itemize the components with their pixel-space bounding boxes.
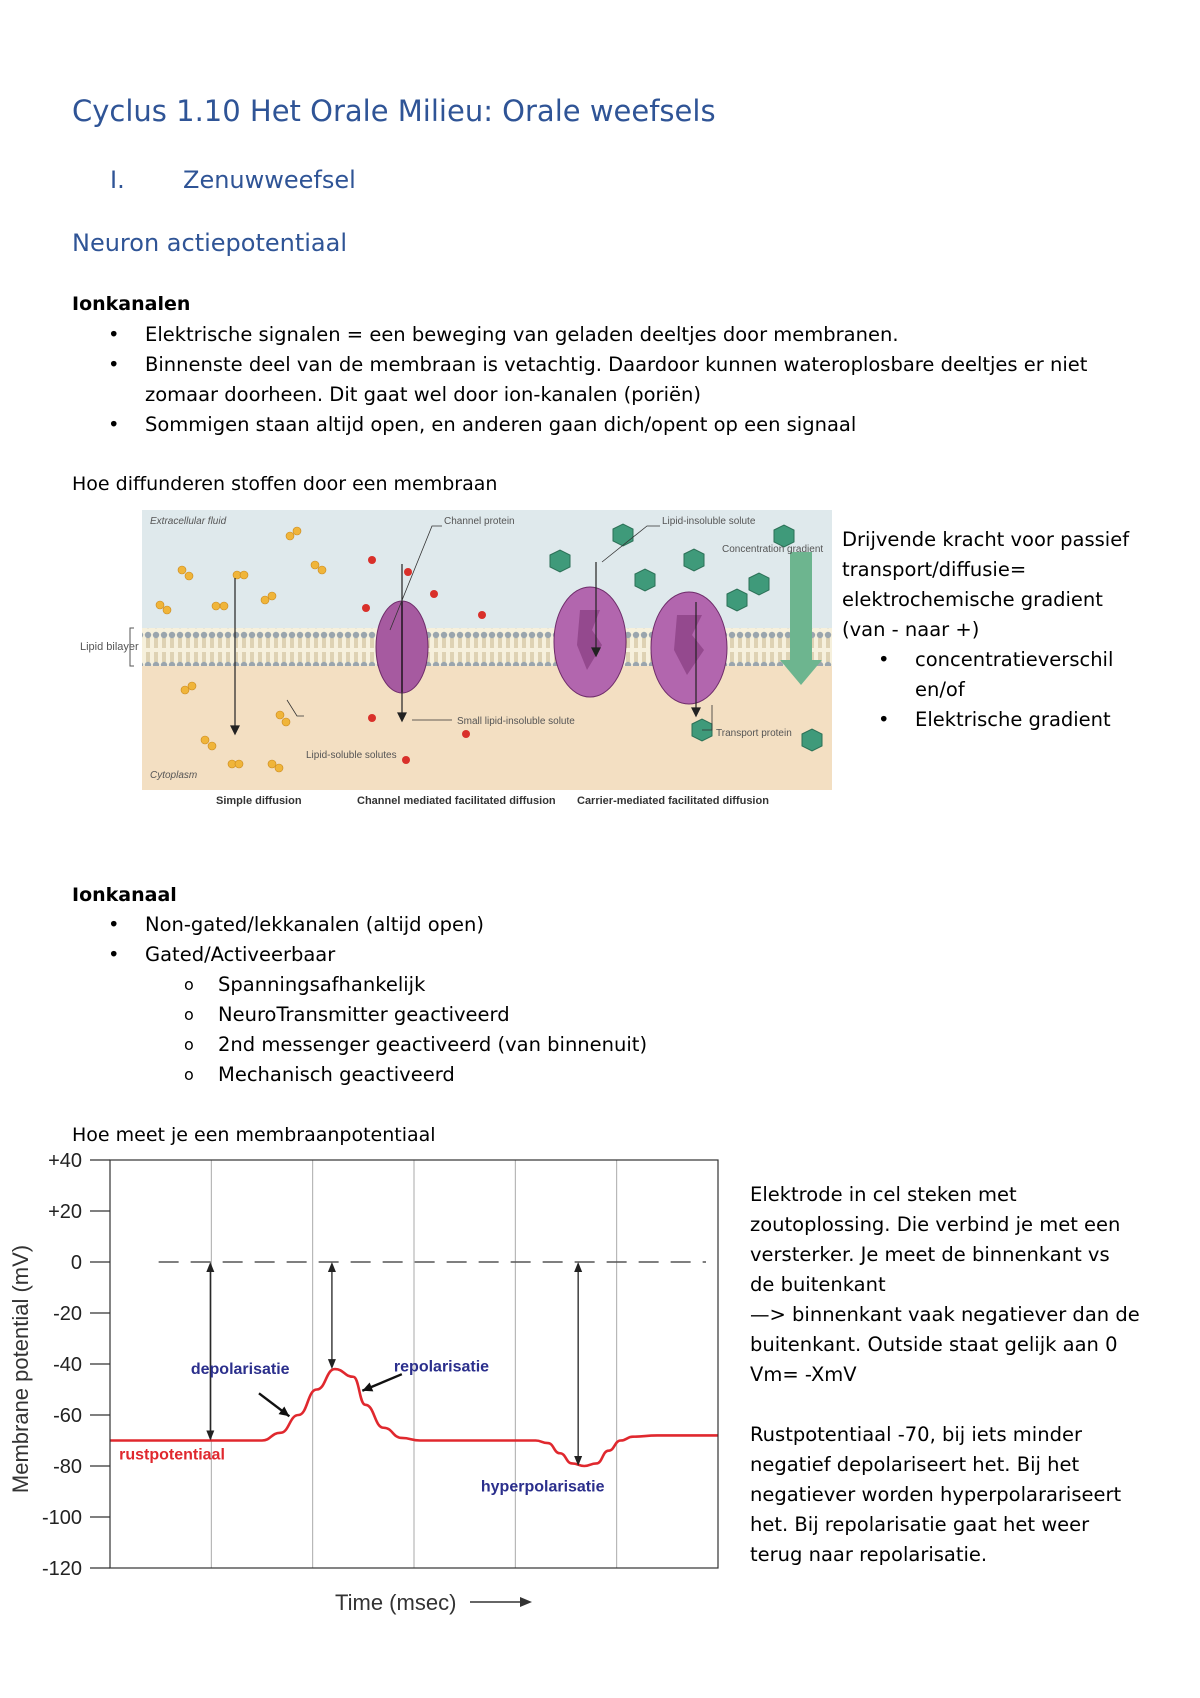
- annotation-rustpotentiaal: rustpotentiaal: [119, 1446, 225, 1464]
- double-arrow: [206, 1262, 214, 1441]
- label-concentration-gradient: Concentration gradient: [722, 544, 824, 555]
- side-text-1: Elektrode in cel steken met zoutoplossing. Die verbind je met een versterker. Je meet de binnenkant vs de buitenkant: [750, 1183, 1121, 1296]
- list-item: • Non-gated/lekkanalen (altijd open): [72, 910, 1132, 940]
- double-arrow: [574, 1262, 582, 1466]
- side-text-2: —> binnenkant vaak negatiever dan de buitenkant. Outside staat gelijk aan 0: [750, 1303, 1140, 1356]
- ionkanaal-list: [72, 910, 1132, 1090]
- membrane-potential-chart: [0, 1150, 730, 1620]
- x-axis-label: Time (msec): [335, 1590, 457, 1615]
- side-text-4: Rustpotentiaal -70, bij iets minder negatief depolariseert het. Bij het negatiever worden hyperpolarariseert het. Bij repolarisatie gaat het weer terug naar repolarisatie.: [750, 1423, 1122, 1566]
- page-title: Cyclus 1.10 Het Orale Milieu: Orale weefsels: [72, 94, 716, 128]
- list-item: o Spanningsafhankelijk: [72, 970, 1132, 1000]
- diffusion-side-note: [842, 525, 1152, 735]
- annotation-depolarisatie: depolarisatie: [190, 1361, 290, 1379]
- label-lipid-insoluble: Lipid-insoluble solute: [662, 516, 756, 527]
- list-item: • Sommigen staan altijd open, en anderen gaan dich/opent op een signaal: [72, 410, 1132, 440]
- y-tick-label: -40: [53, 1354, 82, 1376]
- side-text: Drijvende kracht voor passief transport/diffusie= elektrochemische gradient (van - naar +): [842, 528, 1130, 641]
- y-tick-label: +40: [48, 1150, 82, 1172]
- list-item: o 2nd messenger geactiveerd (van binnenuit): [72, 1030, 1132, 1060]
- y-tick-label: 0: [70, 1252, 82, 1274]
- list-item: o Mechanisch geactiveerd: [72, 1060, 1132, 1090]
- x-axis-arrow-icon: [470, 1597, 532, 1607]
- ionkanalen-heading: Ionkanalen: [72, 293, 191, 315]
- y-tick-label: +20: [48, 1201, 82, 1223]
- y-tick-label: -100: [41, 1507, 82, 1529]
- list-item: • Gated/Activeerbaar: [72, 940, 1132, 970]
- list-item: o NeuroTransmitter geactiveerd: [72, 1000, 1132, 1030]
- diffusion-heading: Hoe diffunderen stoffen door een membraan: [72, 473, 498, 495]
- pointer-arrow: [259, 1393, 289, 1416]
- membrane-side-note: [750, 1180, 1140, 1570]
- pointer-arrow: [362, 1374, 402, 1391]
- caption-channel-diffusion: Channel mediated facilitated diffusion: [357, 795, 556, 807]
- y-tick-label: -120: [41, 1558, 82, 1580]
- section-number: I.: [110, 166, 125, 194]
- list-item: • Elektrische signalen = een beweging van geladen deeltjes door membranen.: [72, 320, 1132, 350]
- y-axis-ticks: [42, 1150, 110, 1580]
- y-tick-label: -20: [53, 1303, 82, 1325]
- list-item: • concentratieverschil en/of: [842, 645, 1152, 705]
- list-item: • Binnenste deel van de membraan is vetachtig. Daardoor kunnen wateroplosbare deeltjes er niet zomaar doorheen. Dit gaat wel door ion-kanalen (poriën): [72, 350, 1132, 410]
- diffusion-figure: [72, 510, 832, 830]
- y-axis-label: Membrane potential (mV): [8, 1244, 33, 1494]
- caption-simple-diffusion: Simple diffusion: [216, 795, 302, 807]
- list-item: • Elektrische gradient: [842, 705, 1152, 735]
- section-heading: Zenuwweefsel: [183, 166, 356, 194]
- label-channel-protein: Channel protein: [444, 516, 515, 527]
- label-extracellular: Extracellular fluid: [150, 516, 227, 527]
- label-small-solute: Small lipid-insoluble solute: [457, 716, 575, 727]
- caption-carrier-diffusion: Carrier-mediated facilitated diffusion: [577, 795, 769, 807]
- label-bilayer: Lipid bilayer: [80, 641, 139, 653]
- double-arrow: [328, 1262, 336, 1369]
- subsection-heading: Neuron actiepotentiaal: [72, 229, 348, 257]
- annotation-repolarisatie: repolarisatie: [393, 1358, 490, 1376]
- y-tick-label: -80: [53, 1456, 82, 1478]
- label-cytoplasm: Cytoplasm: [150, 770, 198, 781]
- ionkanalen-list: [72, 320, 1132, 440]
- annotation-hyperpolarisatie: hyperpolarisatie: [480, 1478, 605, 1496]
- y-tick-label: -60: [53, 1405, 82, 1427]
- ionkanaal-heading: Ionkanaal: [72, 884, 177, 906]
- membrane-heading: Hoe meet je een membraanpotentiaal: [72, 1124, 436, 1146]
- label-lipid-soluble: Lipid-soluble solutes: [306, 750, 397, 761]
- label-transport-protein: Transport protein: [716, 728, 792, 739]
- side-text-3: Vm= -XmV: [750, 1363, 857, 1386]
